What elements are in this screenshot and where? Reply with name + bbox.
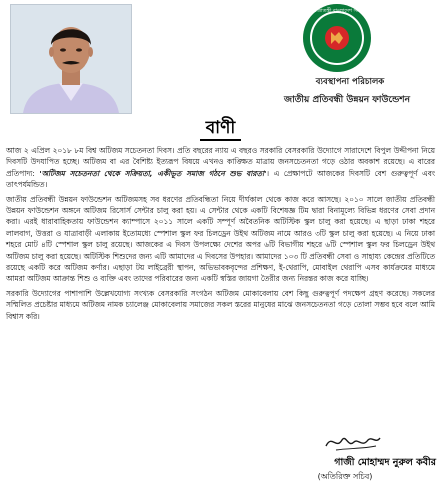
portrait-drawing [11, 5, 131, 113]
message-body [6, 145, 435, 325]
theme-highlight: 'অটিজম সচেতনতা থেকে সক্রিয়তা, একীভূত সমাজ গঠনে শুভ বারতা' [39, 168, 267, 178]
signatory-title: (অতিরিক্ত সচিব) [317, 472, 373, 481]
designation-title: ব্যবস্থাপনা পরিচালক [315, 77, 385, 87]
paragraph-1 [6, 145, 435, 191]
paragraph-2: জাতীয় প্রতিবন্ধী উন্নয়ন ফাউন্ডেশন অটিজমসহ সব ধরণের প্রতিবন্ধিতা নিয়ে দীর্ঘকাল থেকে কাজ করে আসছে। ২০১০ সালে জাতীয় প্রতিবন্ধী উন্নয়ন ফাউন্ডেশন অঙ্গনে অটিজম রিসোর্স সেন্টার চালু করা হয়। এ সেন্টার থেকে একটি বিশেষজ্ঞ টিম দ্বারা বিনামূল্যে বিভিন্ন ধরণের সেবা প্রদান করা। এরই ধারাবাহিকতায় ফাউন্ডেশন ক্যাম্পাসে ২০১১ সালে একটি সম্পূর্ণ অবৈতনিক অটিস্টিক স্কুল চালু করা হয়েছে। এ ছাড়া ঢাকা শহরে লালবাগ, উত্তরা ও যাত্রাবাড়ী এলাকায় ইতোমধ্যে স্পেশাল স্কুল ফর চিলড্রেন উইথ অটিজম নামে আরও ৩টি স্কুল চালু করা হয়েছে। এ নিয়ে ঢাকা শহরে মোট ৪টি স্পেশাল স্কুল চালু রয়েছে। আজকের এ দিবস উপলক্ষ্যে দেশের অপর ৬টি বিভাগীয় শহরে ৬টি স্পেশাল স্কুল ফর চিলড্রেন উইথ অটিজম চালু করা হয়েছে। অটিস্টিক শিশুদের জন্য এটি আমাদের এ দিবসের উপহার। আমাদের ১০৩ টি প্রতিবন্ধী সেবা ও সাহায্য কেন্দ্রের প্রতিটিতে রয়েছে একটি করে অটিজম কর্ণার। এছাড়া টয় লাইব্রেরী স্থাপন, অভিভাবকবৃন্দের প্রশিক্ষণ, ই-থেরাপি, মোবাইল থেরাপি এসব কার্যক্রমের মাধ্যমে আমরা অটিজম আক্রান্ত শিশু ও ব্যক্তি এবং তাদের পরিবারের জন্য একটি স্বস্তির জায়গা তৈরীর জন্য নিরন্তর কাজ করে যাচ্ছি। [6, 194, 435, 284]
signatory-name: গাজী মোহাম্মদ নুরুল কবীর [334, 457, 436, 468]
organization-name: জাতীয় প্রতিবন্ধী উন্নয়ন ফাউন্ডেশন [284, 95, 410, 105]
paragraph-3: সরকারি উদ্যোগের পাশাপাশি উল্লেখযোগ্য সংখ্যক বেসরকারি সংগঠন অটিজম মোকাবেলায় বেশ কিছু গুরুত্বপূর্ণ পদক্ষেপ গ্রহণ করেছে। সকলের সম্মিলিত প্রচেষ্টার মাধ্যমে অটিজম নামক চ্যালেঞ্জ মোকাবেলায় সমাজের সকল স্তরের মানুষের মাঝে জনসচেতনতা গড়ে তোলা সম্ভব হবে বলে আমি বিশ্বাস করি। [6, 288, 435, 321]
seal-text: গণপ্রজাতন্ত্রী বাংলাদেশ সরকার [306, 8, 368, 14]
paragraph-1-outro: । এ প্রেক্ষাপটে আজকের দিবসটি বেশ গুরুত্বপূর্ণ এবং তাৎপর্যমন্ডিত। [6, 168, 436, 190]
heading-wrapper [0, 118, 441, 141]
official-portrait-photo [10, 4, 132, 114]
handwritten-signature [322, 428, 384, 454]
bangladesh-government-seal-icon [301, 2, 373, 74]
page-title: বাণী [200, 118, 242, 141]
paragraph-1-intro: আজ ২ এপ্রিল ২০১৮ ৮ম বিশ্ব অটিজম সচেতনতা দিবস। প্রতি বছরের ন্যায় এ বছরও সরকারি বেসরকারি উদ্যোগে সারাদেশে বিপুল উদ্দীপনা নিয়ে দিবসটি উদযাপিত হচ্ছে। অটিজম বা এর বৈশিষ্ট্য ইত্যরূপ বিষয়ে এখনও কাঙ্ক্ষিত মাত্রায় জনসচেতনতা গড়ে ওঠার অবকাশ রয়েছে। এ বারের প্রতিপাদ্য: [6, 146, 435, 178]
